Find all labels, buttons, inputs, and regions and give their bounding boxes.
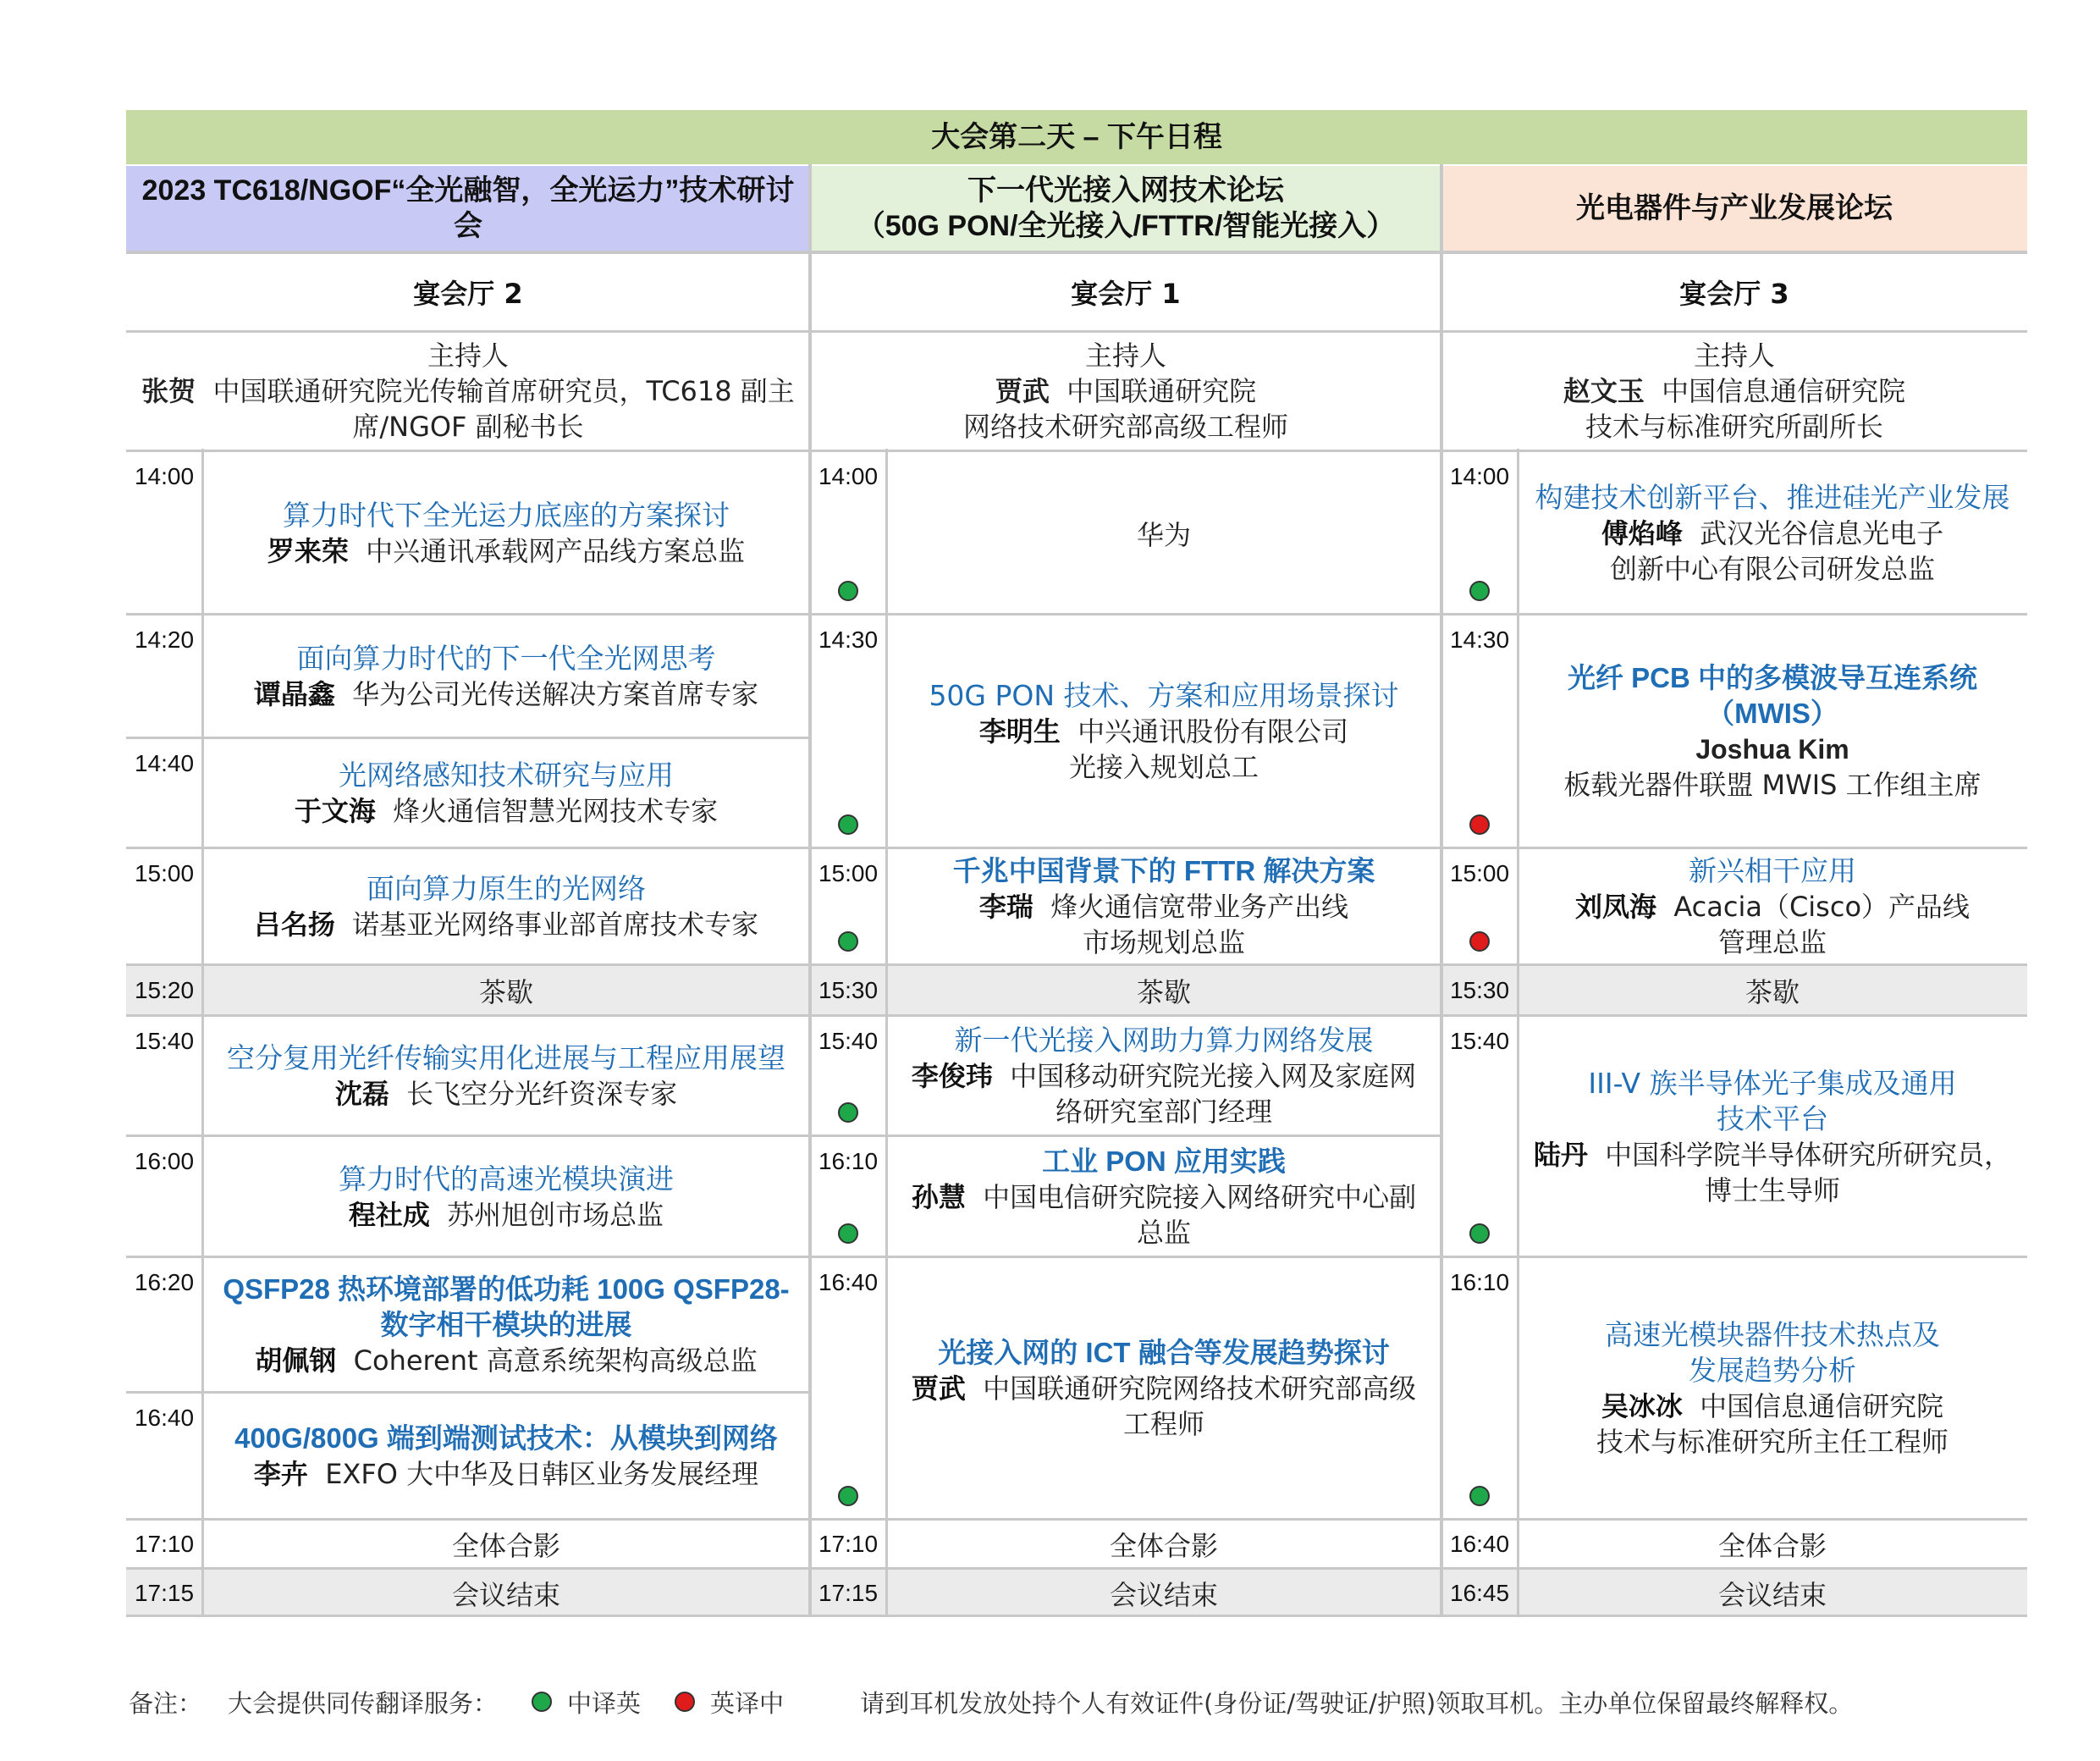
column-divider — [885, 449, 888, 1617]
row-divider — [1441, 450, 2027, 452]
speaker-line — [1601, 1388, 1943, 1424]
session-cell — [886, 965, 1441, 1016]
row-divider — [810, 1567, 1441, 1570]
speaker-name: 于文海 — [294, 795, 376, 827]
session-title: III-V 族半导体光子集成及通用 — [1588, 1066, 1957, 1100]
host-block — [1441, 333, 2027, 449]
red-dot-icon — [1469, 931, 1490, 952]
speaker-org: 技术与标准研究所主任工程师 — [1596, 1426, 1948, 1458]
time-cell — [810, 1257, 886, 1520]
session-cell — [886, 1257, 1441, 1520]
row-divider — [810, 1256, 1441, 1258]
row-divider — [126, 613, 810, 616]
speaker-org: 光接入规划总工 — [1068, 751, 1259, 783]
speaker-name: 谭晶鑫 — [253, 678, 335, 710]
session-cell — [1518, 615, 2027, 848]
speaker-line — [254, 1456, 758, 1492]
time-cell — [810, 1520, 886, 1569]
session-cell — [886, 615, 1441, 848]
speaker-org: 板载光器件联盟 MWIS 工作组主席 — [1563, 769, 1981, 801]
speaker-line — [1534, 1137, 2011, 1173]
session-cell — [1518, 1520, 2027, 1569]
host-name: 张贺 — [141, 374, 196, 407]
red-dot-icon — [1469, 814, 1490, 835]
row-divider — [1441, 1615, 2027, 1617]
time-label: 16:45 — [1449, 1579, 1510, 1606]
time-label: 14:00 — [818, 463, 879, 489]
session-title: 高速光模块器件技术热点及 — [1605, 1318, 1940, 1351]
row-divider — [126, 1615, 810, 1617]
speaker-line — [254, 907, 758, 942]
session-cell — [1518, 965, 2027, 1016]
row-divider — [1441, 1567, 2027, 1570]
time-cell — [126, 451, 202, 615]
green-dot-icon — [838, 814, 858, 835]
speaker-org: 苏州旭创市场总监 — [447, 1198, 664, 1231]
row-divider — [810, 963, 1441, 966]
session-text: 茶歇 — [1744, 976, 1800, 1008]
host-org: 技术与标准研究所副所长 — [1585, 410, 1883, 443]
session-cell — [886, 1569, 1441, 1617]
speaker-name: 李瑞 — [978, 891, 1033, 923]
time-cell — [126, 848, 202, 965]
time-cell — [810, 615, 886, 848]
speaker-line — [1601, 516, 1943, 551]
session-cell — [202, 451, 810, 615]
host-org: 网络技术研究部高级工程师 — [962, 410, 1288, 443]
row-divider — [810, 1518, 1441, 1521]
speaker-line — [1596, 1424, 1948, 1460]
session-title: 400G/800G 端到端测试技术：从模块到网络 — [234, 1422, 778, 1454]
session-cell — [202, 615, 810, 738]
time-label: 15:00 — [1449, 860, 1510, 886]
room-name — [810, 254, 1441, 330]
session-cell — [886, 848, 1441, 965]
host-label: 主持人 — [427, 339, 509, 372]
row-divider — [810, 613, 1441, 616]
session-title: 面向算力时代的下一代全光网思考 — [296, 642, 716, 675]
row-divider — [810, 450, 1441, 452]
track-header-line: 下一代光接入网技术论坛 — [967, 174, 1284, 207]
time-label: 16:10 — [1449, 1269, 1510, 1295]
speaker-name: 李卉 — [253, 1458, 308, 1490]
page-title-text: 大会第二天 – 下午日程 — [931, 121, 1222, 153]
page-title — [126, 110, 2027, 164]
host-line — [1585, 409, 1883, 444]
speaker-name: 刘凤海 — [1574, 891, 1656, 923]
time-cell — [126, 965, 202, 1016]
column-divider — [808, 164, 812, 1617]
session-text: 会议结束 — [1109, 1578, 1218, 1611]
row-divider — [1441, 1256, 2027, 1258]
footer-text: 大会提供同传翻译服务： — [228, 1688, 499, 1718]
speaker-line — [1575, 889, 1970, 925]
speaker-line — [254, 676, 758, 712]
track-header-line: 会 — [454, 210, 482, 242]
host-line — [352, 409, 583, 444]
row-divider — [126, 737, 810, 739]
speaker-line — [1563, 767, 1981, 803]
host-label: 主持人 — [1693, 339, 1775, 372]
row-divider — [126, 847, 810, 849]
time-label: 14:40 — [134, 750, 195, 776]
session-title: 新一代光接入网助力算力网络发展 — [954, 1024, 1374, 1057]
host-line — [963, 409, 1288, 444]
row-divider — [126, 963, 810, 966]
time-label: 14:30 — [818, 627, 879, 653]
green-dot-icon — [838, 1223, 858, 1244]
row-divider — [1441, 613, 2027, 616]
time-cell — [126, 1569, 202, 1617]
room-label: 宴会厅 1 — [1071, 278, 1181, 310]
session-cell — [1518, 451, 2027, 615]
speaker-org: 中兴通讯股份有限公司 — [1078, 715, 1349, 748]
row-divider — [1441, 1014, 2027, 1017]
session-title: 光接入网的 ICT 融合等发展趋势探讨 — [938, 1337, 1390, 1368]
room-label: 宴会厅 3 — [1679, 278, 1789, 310]
host-block — [126, 333, 810, 449]
time-label: 15:30 — [818, 977, 879, 1003]
speaker-org: Acacia（Cisco）产品线 — [1673, 891, 1970, 923]
time-label: 17:10 — [818, 1531, 879, 1557]
time-cell — [810, 965, 886, 1016]
speaker-name: 罗来荣 — [267, 534, 349, 567]
speaker-name: 贾武 — [911, 1372, 966, 1405]
session-title: 面向算力原生的光网络 — [367, 872, 646, 905]
speaker-line — [979, 714, 1348, 749]
green-dot-icon — [838, 1102, 858, 1123]
time-cell — [126, 1136, 202, 1257]
speaker-name: 吕名扬 — [253, 908, 335, 941]
speaker-org: 中国电信研究院接入网络研究中心副 — [983, 1180, 1417, 1213]
column-divider — [1517, 449, 1519, 1617]
schedule-table — [126, 110, 2027, 1617]
speaker-org: 络研究室部门经理 — [1055, 1096, 1272, 1128]
track-header-line: 光电器件与产业发展论坛 — [1576, 192, 1893, 224]
speaker-org: Coherent 高意系统架构高级总监 — [353, 1344, 758, 1377]
session-title: 算力时代下全光运力底座的方案探讨 — [283, 498, 730, 532]
column-divider — [1440, 164, 1443, 1617]
green-dot-icon — [838, 931, 858, 952]
host-line — [995, 373, 1256, 409]
time-cell — [126, 1393, 202, 1520]
session-cell — [886, 1136, 1441, 1257]
session-text: 会议结束 — [451, 1578, 560, 1611]
time-label: 15:00 — [818, 860, 879, 886]
time-cell — [1441, 615, 1518, 848]
session-title: 工业 PON 应用实践 — [1042, 1145, 1286, 1177]
speaker-line — [255, 1343, 757, 1378]
row-divider — [126, 330, 2027, 333]
time-label: 14:00 — [134, 463, 195, 489]
time-label: 14:30 — [1449, 627, 1510, 653]
green-dot-icon — [1469, 1223, 1490, 1244]
time-label: 17:10 — [134, 1531, 195, 1557]
row-divider — [810, 1615, 1441, 1617]
column-divider — [201, 449, 204, 1617]
session-title: 数字相干模块的进展 — [380, 1309, 632, 1340]
session-title: 千兆中国背景下的 FTTR 解决方案 — [952, 855, 1375, 886]
time-cell — [126, 1520, 202, 1569]
time-label: 15:00 — [134, 860, 195, 886]
session-cell — [202, 1136, 810, 1257]
time-cell — [126, 1016, 202, 1136]
time-cell — [1441, 1016, 1518, 1257]
room-name — [126, 254, 810, 330]
speaker-name: 孙慧 — [911, 1180, 966, 1213]
speaker-org: 中国信息通信研究院 — [1700, 1390, 1944, 1422]
speaker-name: 沈磊 — [334, 1078, 389, 1110]
speaker-line — [1069, 749, 1259, 785]
time-label: 17:15 — [818, 1579, 879, 1606]
speaker-org: 中国科学院半导体研究所研究员， — [1605, 1138, 2012, 1171]
session-text: 茶歇 — [1136, 976, 1191, 1008]
speaker-name: 李俊玮 — [911, 1060, 993, 1092]
session-title: 技术平台 — [1717, 1101, 1828, 1135]
host-name: 贾武 — [995, 374, 1050, 407]
green-dot-icon — [1469, 581, 1490, 601]
green-dot-icon — [532, 1692, 552, 1712]
footer-notes — [129, 1681, 1991, 1723]
time-cell — [1441, 1257, 1518, 1520]
row-divider — [126, 1391, 810, 1394]
track-header-line: （50G PON/全光接入/FTTR/智能光接入） — [856, 210, 1396, 242]
speaker-line — [1123, 1406, 1204, 1442]
speaker-name: 傅焰峰 — [1601, 516, 1683, 549]
speaker-org: 中国联通研究院网络技术研究部高级 — [983, 1372, 1417, 1405]
speaker-org: 诺基亚光网络事业部首席技术专家 — [352, 908, 759, 941]
green-dot-icon — [838, 581, 858, 601]
speaker-line — [1705, 1173, 1840, 1208]
legend-red-label: 英译中 — [710, 1688, 785, 1718]
session-cell — [1518, 1257, 2027, 1520]
time-cell — [810, 1569, 886, 1617]
speaker-line — [912, 1371, 1416, 1406]
speaker-line — [912, 1058, 1416, 1094]
host-org: 中国联通研究院 — [1067, 374, 1257, 407]
speaker-org: 中国移动研究院光接入网及家庭网 — [1010, 1060, 1417, 1092]
time-label: 16:00 — [134, 1148, 195, 1174]
session-cell — [1518, 848, 2027, 965]
session-title: 发展趋势分析 — [1689, 1354, 1856, 1387]
session-title: （MWIS） — [1706, 698, 1838, 729]
session-cell — [886, 451, 1441, 615]
speaker-line — [1056, 1094, 1272, 1129]
session-title: 构建技术创新平台、推进硅光产业发展 — [1535, 480, 2010, 514]
speaker-line — [295, 793, 718, 829]
host-line — [1563, 373, 1905, 409]
speaker-name: 程社成 — [348, 1198, 430, 1231]
row-divider — [1441, 1518, 2027, 1521]
session-title: QSFP28 热环境部署的低功耗 100G QSFP28- — [223, 1273, 790, 1305]
speaker-line — [349, 1197, 664, 1233]
host-name: 赵文玉 — [1563, 374, 1645, 407]
session-cell — [202, 848, 810, 965]
speaker-line — [335, 1076, 677, 1112]
time-label: 14:20 — [134, 627, 195, 653]
time-label: 16:40 — [1449, 1531, 1510, 1557]
time-cell — [126, 1257, 202, 1393]
time-label: 16:40 — [818, 1269, 879, 1295]
session-text: 全体合影 — [1717, 1530, 1827, 1562]
row-divider — [126, 1256, 810, 1258]
host-block — [810, 333, 1441, 449]
speaker-name: Joshua Kim — [1695, 734, 1849, 765]
speaker-org: 工程师 — [1122, 1408, 1204, 1440]
time-cell — [126, 615, 202, 738]
track-header — [126, 166, 810, 251]
row-divider — [1441, 847, 2027, 849]
speaker-line — [979, 889, 1348, 925]
speaker-org: 创新中心有限公司研发总监 — [1609, 552, 1935, 585]
row-divider — [1441, 963, 2027, 966]
time-label: 15:40 — [1449, 1028, 1510, 1054]
speaker-line — [1610, 551, 1935, 587]
host-org: 中国联通研究院光传输首席研究员，TC618 副主 — [212, 374, 795, 407]
time-label: 17:15 — [134, 1579, 195, 1606]
session-cell — [1518, 1569, 2027, 1617]
speaker-line — [1137, 1215, 1191, 1250]
row-divider — [810, 847, 1441, 849]
time-label: 15:20 — [134, 977, 195, 1003]
session-cell — [202, 738, 810, 848]
host-label: 主持人 — [1084, 339, 1166, 372]
red-dot-icon — [675, 1692, 695, 1712]
speaker-line — [1083, 925, 1245, 960]
session-text: 全体合影 — [1109, 1530, 1218, 1562]
session-text: 会议结束 — [1717, 1578, 1827, 1611]
row-divider — [126, 1014, 810, 1017]
session-cell — [202, 965, 810, 1016]
room-name — [1441, 254, 2027, 330]
speaker-org: 总监 — [1136, 1216, 1191, 1249]
footer-notice: 请到耳机发放处持个人有效证件(身份证/驾驶证/护照)领取耳机。主办单位保留最终解释权。 — [860, 1688, 1854, 1718]
room-label: 宴会厅 2 — [413, 278, 523, 310]
session-cell — [202, 1257, 810, 1393]
time-label: 15:30 — [1449, 977, 1510, 1003]
time-cell — [1441, 1569, 1518, 1617]
time-label: 15:40 — [818, 1028, 879, 1054]
speaker-org: 烽火通信智慧光网技术专家 — [393, 795, 719, 827]
session-title: 空分复用光纤传输实用化进展与工程应用展望 — [227, 1041, 785, 1074]
row-divider — [810, 1134, 1441, 1137]
row-divider — [126, 251, 2027, 254]
session-text: 茶歇 — [478, 976, 533, 1008]
session-cell — [886, 1520, 1441, 1569]
speaker-org: EXFO 大中华及日韩区业务发展经理 — [325, 1458, 759, 1490]
speaker-line — [267, 533, 745, 569]
track-header — [810, 166, 1441, 251]
green-dot-icon — [1469, 1486, 1490, 1506]
session-title: 算力时代的高速光模块演进 — [339, 1162, 674, 1195]
footer-label: 备注： — [129, 1688, 203, 1718]
speaker-org: 长飞空分光纤资深专家 — [406, 1078, 678, 1110]
session-cell — [202, 1569, 810, 1617]
speaker-org: 武汉光谷信息光电子 — [1700, 516, 1944, 549]
speaker-line — [912, 1179, 1416, 1215]
row-divider — [810, 1014, 1441, 1017]
session-cell — [202, 1520, 810, 1569]
time-label: 16:10 — [818, 1148, 879, 1174]
session-text: 全体合影 — [451, 1530, 560, 1562]
speaker-org: 博士生导师 — [1704, 1173, 1840, 1206]
track-header — [1441, 166, 2027, 251]
time-label: 15:40 — [134, 1028, 195, 1054]
time-cell — [1441, 965, 1518, 1016]
speaker-org: 管理总监 — [1717, 926, 1827, 958]
host-line — [141, 373, 795, 409]
time-cell — [1441, 1520, 1518, 1569]
row-divider — [126, 1134, 810, 1137]
speaker-org: 华为公司光传送解决方案首席专家 — [352, 678, 759, 710]
session-cell — [1518, 1016, 2027, 1257]
time-label: 14:00 — [1449, 463, 1510, 489]
row-divider — [126, 1518, 810, 1521]
row-divider — [126, 1567, 810, 1570]
green-dot-icon — [838, 1486, 858, 1506]
legend-green-label: 中译英 — [567, 1688, 642, 1718]
track-header-line: 2023 TC618/NGOF“全光融智，全光运力”技术研讨 — [141, 174, 795, 207]
session-title: 50G PON 技术、方案和应用场景探讨 — [929, 679, 1399, 712]
session-title: 光纤 PCB 中的多模波导互连系统 — [1567, 662, 1977, 693]
session-cell — [202, 1016, 810, 1136]
time-label: 16:20 — [134, 1269, 195, 1295]
row-divider — [126, 450, 810, 452]
host-org: 中国信息通信研究院 — [1662, 374, 1906, 407]
session-text: 华为 — [1136, 518, 1191, 551]
session-cell — [886, 1016, 1441, 1136]
host-org: 席/NGOF 副秘书长 — [352, 410, 584, 443]
session-title: 光网络感知技术研究与应用 — [339, 759, 674, 792]
session-cell — [202, 1393, 810, 1520]
speaker-org: 市场规划总监 — [1082, 926, 1245, 958]
speaker-name: 胡佩钢 — [255, 1344, 337, 1377]
speaker-name: 李明生 — [978, 715, 1061, 748]
speaker-org: 中兴通讯承载网产品线方案总监 — [366, 534, 746, 567]
session-title: 新兴相干应用 — [1689, 854, 1856, 887]
speaker-line — [1718, 925, 1827, 960]
speaker-org: 烽火通信宽带业务产出线 — [1050, 891, 1349, 923]
speaker-name: 陆丹 — [1533, 1138, 1588, 1171]
speaker-name: 吴冰冰 — [1601, 1390, 1683, 1422]
time-cell — [126, 738, 202, 848]
time-label: 16:40 — [134, 1405, 195, 1431]
